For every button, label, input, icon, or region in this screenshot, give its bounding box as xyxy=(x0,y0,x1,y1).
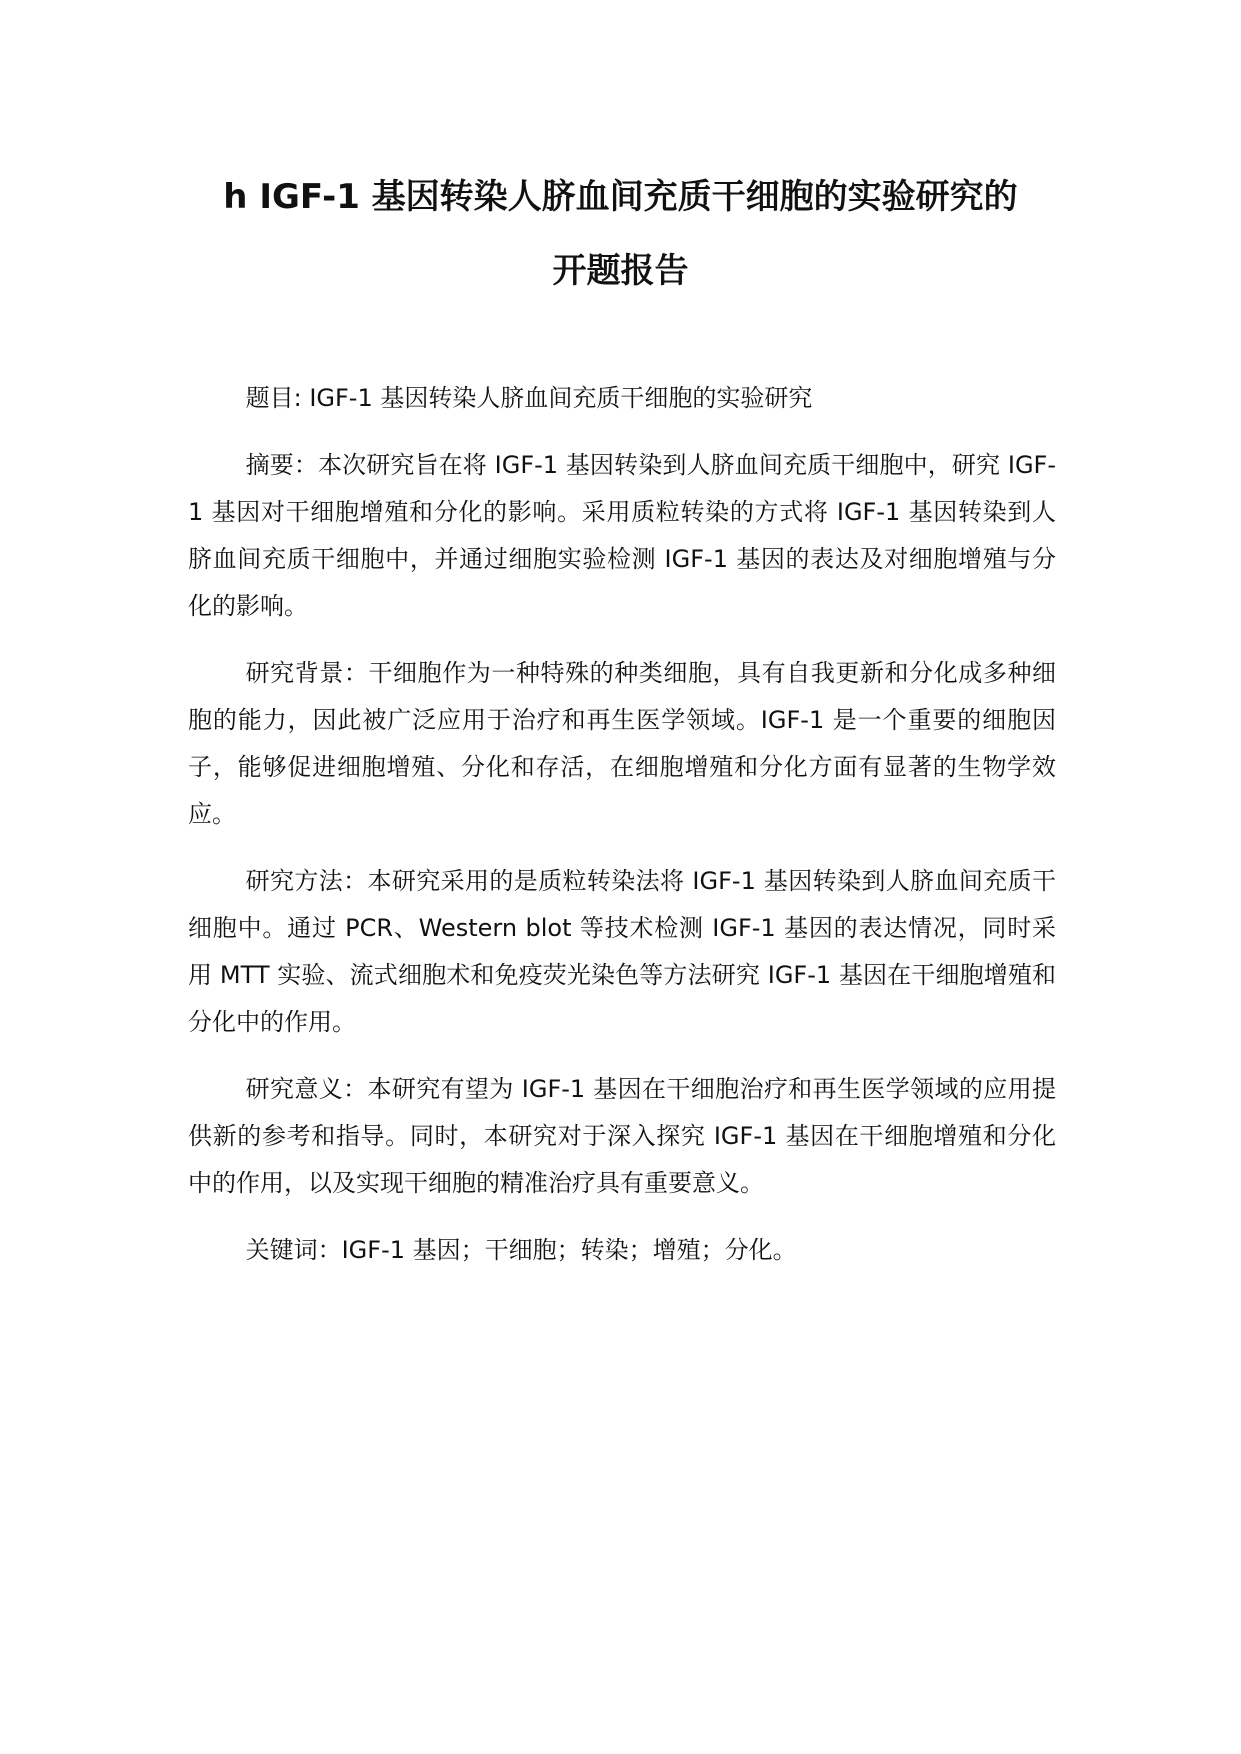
paragraph-label: 研究背景： xyxy=(245,659,369,687)
paragraph-keywords xyxy=(188,1227,1056,1274)
paragraph-text: 干细胞作为一种特殊的种类细胞，具有自我更新和分化成多种细胞的能力，因此被广泛应用于治疗和再生医学领域。IGF-1 是一个重要的细胞因子，能够促进细胞增殖、分化和存活，在细胞增殖和分化方面有显著的生物学效应。 xyxy=(188,659,1057,828)
paragraph-text: 本研究采用的是质粒转染法将 IGF-1 基因转染到人脐血间充质干细胞中。通过 PCR、Western blot 等技术检测 IGF-1 基因的表达情况，同时采用 MTT 实验、流式细胞术和免疫荧光染色等方法研究 IGF-1 基因在干细胞增殖和分化中的作用。 xyxy=(188,867,1057,1036)
document-body xyxy=(188,375,1056,1294)
paragraph-methods xyxy=(188,858,1056,1046)
paragraph-label: 摘要： xyxy=(245,451,318,479)
title-line-1: h IGF-1 基因转染人脐血间充质干细胞的实验研究的 xyxy=(223,177,1018,217)
paragraph-topic xyxy=(188,375,1056,422)
paragraph-background xyxy=(188,650,1056,838)
paragraph-label: 题目: xyxy=(245,384,302,412)
paragraph-label: 关键词： xyxy=(245,1236,342,1264)
paragraph-text: IGF-1 基因转染人脐血间充质干细胞的实验研究 xyxy=(301,384,813,412)
paragraph-text: IGF-1 基因；干细胞；转染；增殖；分化。 xyxy=(341,1236,797,1264)
document-title xyxy=(160,160,1081,308)
paragraph-text: 本次研究旨在将 IGF-1 基因转染到人脐血间充质干细胞中，研究 IGF-1 基因对干细胞增殖和分化的影响。采用质粒转染的方式将 IGF-1 基因转染到人脐血间充质干细胞中，并通过细胞实验检测 IGF-1 基因的表达及对细胞增殖与分化的影响。 xyxy=(188,451,1057,620)
title-line-2: 开题报告 xyxy=(552,251,689,291)
paragraph-label: 研究意义： xyxy=(245,1075,368,1103)
paragraph-significance xyxy=(188,1066,1056,1207)
paragraph-label: 研究方法： xyxy=(245,867,368,895)
paragraph-abstract xyxy=(188,442,1056,630)
paragraph-text: 本研究有望为 IGF-1 基因在干细胞治疗和再生医学领域的应用提供新的参考和指导。同时，本研究对于深入探究 IGF-1 基因在干细胞增殖和分化中的作用，以及实现干细胞的精准治疗具有重要意义。 xyxy=(188,1075,1057,1197)
